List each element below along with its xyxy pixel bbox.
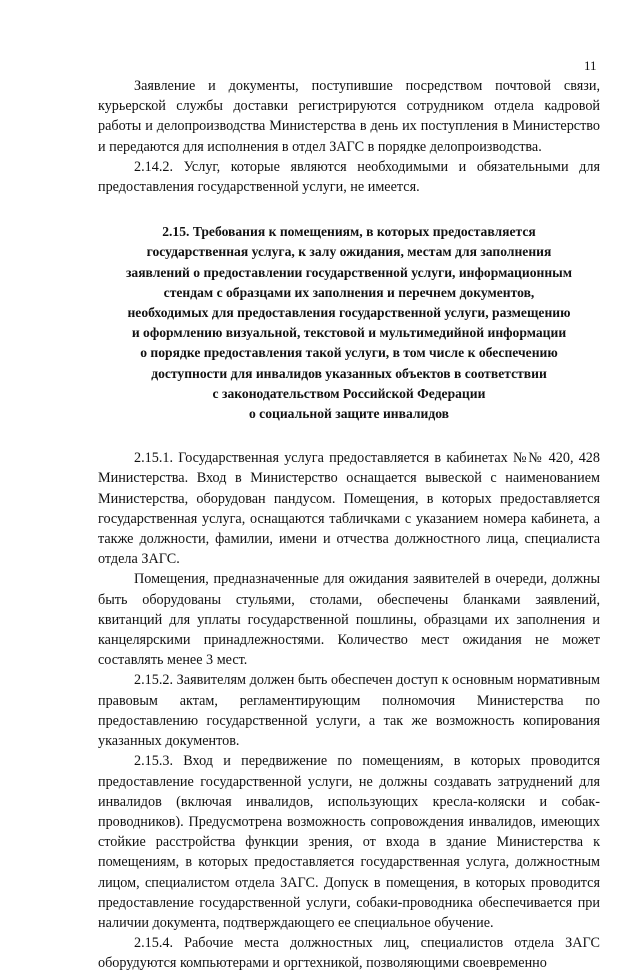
paragraph-intro: Заявление и документы, поступившие посредством почтовой связи, курьерской службы доставки регистрируются сотрудником отдела кадровой работы и делопроизводства Министерства в день их поступления в Министерство и передаются для исполнения в отдел ЗАГС в порядке делопроизводства. bbox=[98, 78, 600, 155]
heading-line: о порядке предоставления такой услуги, в том числе к обеспечению bbox=[140, 345, 558, 361]
paragraph-2-14-2: 2.14.2. Услуг, которые являются необходимыми и обязательными для предоставления государственной услуги, не имеется. bbox=[98, 158, 600, 196]
page-number: 11 bbox=[584, 58, 597, 73]
paragraph-2-15-2: 2.15.2. Заявителям должен быть обеспечен доступ к основным нормативным правовым актам, регламентирующим полномочия Министерства по предоставлению государственной услуги, а так же возможность копирования указанных документов. bbox=[98, 672, 600, 750]
heading-line: о социальной защите инвалидов bbox=[248, 406, 450, 422]
section-heading-2-15 bbox=[98, 222, 600, 424]
heading-line: заявлений о предоставлении государственной услуги, информационным bbox=[125, 264, 573, 280]
heading-line: государственная услуга, к залу ожидания, местам для заполнения bbox=[146, 244, 552, 260]
paragraph-2-15-4: 2.15.4. Рабочие места должностных лиц, специалистов отдела ЗАГС оборудуются компьютерами и оргтехникой, позволяющими своевременно bbox=[98, 935, 600, 972]
paragraph-2-15-3: 2.15.3. Вход и передвижение по помещениям, в которых проводится предоставление государственной услуги, не должны создавать затруднений для инвалидов (включая инвалидов, использующих кресла-коляски и собак-проводников). Предусмотрена возможность сопровождения инвалидов, имеющих стойкие расстройства функции зрения, от входа в здание Министерства к помещениям, в которых предоставляется государственная услуга, должностным лицом, специалистом отдела ЗАГС. Допуск в помещения, в которых проводится предоставление государственной услуги, собаки-проводника обеспечивается при наличии документа, подтверждающего ее специальное обучение. bbox=[98, 753, 600, 931]
heading-line: доступности для инвалидов указанных объектов в соответствии bbox=[151, 365, 547, 381]
document-body bbox=[98, 76, 600, 974]
heading-line: и оформлению визуальной, текстовой и мультимедийной информации bbox=[131, 325, 567, 341]
heading-line: необходимых для предоставления государственной услуги, размещению bbox=[127, 305, 571, 321]
paragraph-waiting-rooms: Помещения, предназначенные для ожидания заявителей в очереди, должны быть оборудованы стульями, столами, обеспечены бланками заявлений, квитанций для уплаты государственной пошлины, образцами их заполнения и канцелярскими принадлежностями. Количество мест ожидания не может составлять менее 3 мест. bbox=[98, 571, 600, 669]
heading-line: с законодательством Российской Федерации bbox=[212, 385, 486, 401]
paragraph-2-15-1: 2.15.1. Государственная услуга предоставляется в кабинетах №№ 420, 428 Министерства. Вход в Министерство оснащается вывеской с наименованием Министерства, оборудован пандусом. Помещения, в которых предоставляется государственная услуга, оснащаются табличками с указанием номера кабинета, а также должности, фамилии, имени и отчества должностного лица, специалиста отдела ЗАГС. bbox=[98, 450, 600, 568]
heading-line: стендам с образцами их заполнения и перечнем документов, bbox=[163, 284, 535, 300]
heading-line: 2.15. Требования к помещениям, в которых предоставляется bbox=[162, 224, 536, 240]
